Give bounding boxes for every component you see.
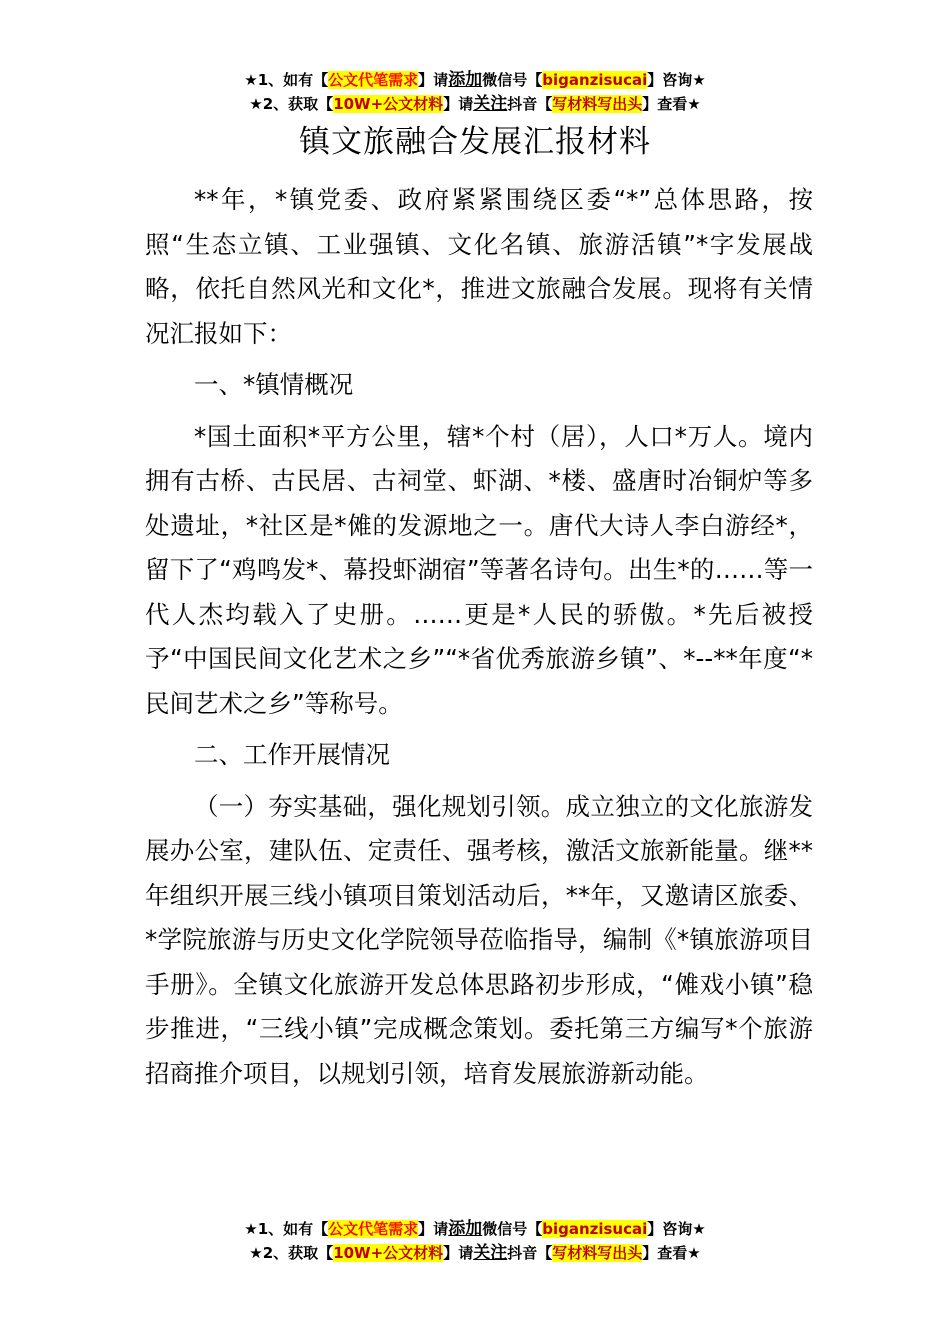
promo-text: 】查看★ [642, 1244, 701, 1262]
promo-wechat-id: biganzisucai [542, 71, 648, 89]
promo-line-1 [0, 68, 950, 92]
promo-text: 】查看★ [642, 95, 701, 113]
paragraph-work-1: （一）夯实基础，强化规划引领。成立独立的文化旅游发展办公室，建队伍、定责任、强考核，激活文旅新能量。继**年组织开展三线小镇项目策划活动后，**年，又邀请区旅委、*学院旅游与历史文化学院领导莅临指导，编制《*镇旅游项目手册》。全镇文化旅游开发总体思路初步形成，“傩戏小镇”稳步推进，“三线小镇”完成概念策划。委托第三方编写*个旅游招商推介项目，以规划引领，培育发展旅游新动能。 [145, 791, 813, 1088]
promo-highlight: 10W+公文材料 [333, 1244, 444, 1262]
promo-text: 抖音【 [507, 95, 553, 113]
document-title: 镇文旅融合发展汇报材料 [299, 124, 651, 160]
promo-text: 】咨询★ [647, 1220, 706, 1238]
paragraph-intro: **年，*镇党委、政府紧紧围绕区委“*”总体思路，按照“生态立镇、工业强镇、文化名镇、旅游活镇”*字发展战略，依托自然风光和文化*，推进文旅融合发展。现将有关情况汇报如下： [145, 185, 813, 348]
promo-text: 微信号【 [482, 1220, 543, 1238]
promo-emphasis: 关注 [473, 94, 508, 114]
promo-text: 】请 [443, 1244, 474, 1262]
promo-text: ★1、如有【 [244, 1220, 329, 1238]
document-body [145, 178, 813, 1103]
promo-emphasis: 添加 [448, 70, 483, 90]
promo-text: ★2、获取【 [249, 1244, 334, 1262]
promo-emphasis: 关注 [473, 1243, 508, 1263]
promo-douyin-id: 写材料写出头 [552, 95, 643, 113]
promo-text: 】请 [443, 95, 474, 113]
promo-line-1 [0, 1217, 950, 1241]
promo-wechat-id: biganzisucai [542, 1220, 648, 1238]
promo-text: 微信号【 [482, 71, 543, 89]
promo-highlight: 公文代笔需求 [328, 1220, 419, 1238]
paragraph-overview: *国土面积*平方公里，辖*个村（居），人口*万人。境内拥有古桥、古民居、古祠堂、虾湖、*楼、盛唐时冶铜炉等多处遗址，*社区是*傩的发源地之一。唐代大诗人李白游经*，留下了“鸡鸣发*、幕投虾湖宿”等著名诗句。出生*的……等一代人杰均载入了史册。……更是*人民的骄傲。*先后被授予“中国民间文化艺术之乡”“*省优秀旅游乡镇”、*--**年度“*民间艺术之乡”等称号。 [145, 421, 813, 718]
promo-text: 抖音【 [507, 1244, 553, 1262]
heading-section-1: 一、*镇情概况 [194, 370, 354, 399]
promo-douyin-id: 写材料写出头 [552, 1244, 643, 1262]
promo-text: 】请 [418, 1220, 449, 1238]
promo-footer [0, 1217, 950, 1265]
promo-highlight: 公文代笔需求 [328, 71, 419, 89]
heading-section-2: 二、工作开展情况 [194, 740, 390, 769]
promo-emphasis: 添加 [448, 1219, 483, 1239]
promo-highlight: 10W+公文材料 [333, 95, 444, 113]
promo-text: ★2、获取【 [249, 95, 334, 113]
promo-text: 】请 [418, 71, 449, 89]
promo-text: ★1、如有【 [244, 71, 329, 89]
promo-line-2 [0, 1241, 950, 1265]
promo-header [0, 68, 950, 116]
promo-text: 】咨询★ [647, 71, 706, 89]
promo-line-2 [0, 92, 950, 116]
